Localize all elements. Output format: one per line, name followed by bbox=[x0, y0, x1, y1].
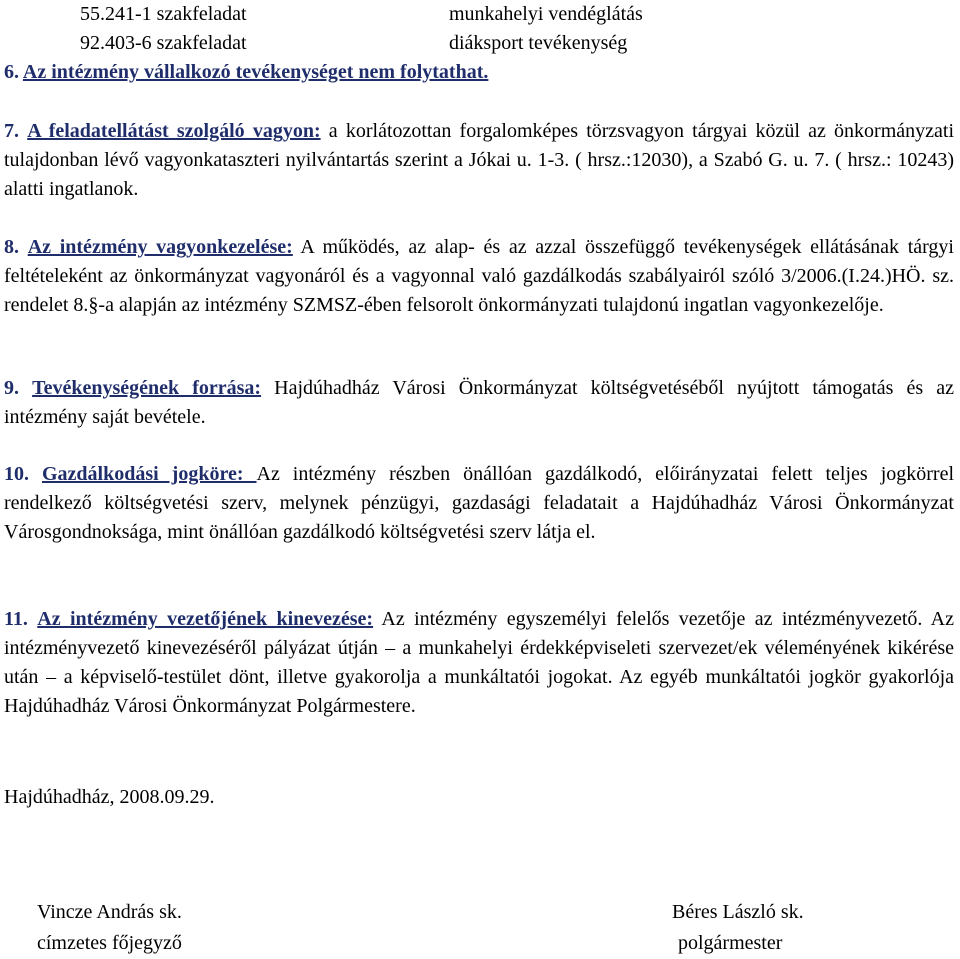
signature-left bbox=[37, 897, 182, 959]
signatory-title: polgármester bbox=[678, 932, 783, 954]
signatory-name: Béres László sk. bbox=[672, 901, 804, 923]
section-heading: Tevékenységének forrása: bbox=[32, 377, 262, 399]
task-name: diáksport tevékenység bbox=[449, 32, 628, 54]
signatory-title: címzetes főjegyző bbox=[37, 932, 182, 954]
section-heading: A feladatellátást szolgáló vagyon: bbox=[27, 120, 321, 142]
task-code: 55.241-1 szakfeladat bbox=[80, 3, 247, 25]
section-7 bbox=[4, 117, 954, 204]
section-9 bbox=[4, 374, 954, 432]
section-body: Az intézmény egyszemélyi felelős vezetője az intézményvezető. Az intézményvezető kinevezéséről pályázat útján – a munkahelyi érdekképviseleti szervezet/ek véleményének kikérése után – a képviselő-testület dönt, illetve gyakorolja a munkáltatói jogokat. Az egyéb munkáltatói jogkör gyakorlója Hajdúhadház Városi Önkormányzat Polgármestere. bbox=[4, 608, 955, 717]
task-name: munkahelyi vendéglátás bbox=[449, 3, 643, 25]
section-number: 9. bbox=[4, 377, 19, 399]
section-number: 10. bbox=[4, 463, 29, 485]
task-code: 92.403-6 szakfeladat bbox=[80, 32, 247, 54]
signature-right bbox=[672, 897, 804, 959]
section-number: 8. bbox=[4, 236, 19, 258]
signatory-name: Vincze András sk. bbox=[37, 901, 182, 923]
section-body: a korlátozottan forgalomképes törzsvagyon tárgyai közül az önkormányzati tulajdonban lévő vagyonkataszteri nyilvántartás szerint a Jókai u. 1-3. ( hrsz.:12030), a Szabó G. u. 7. ( hrsz.: 10243) alatti ingatlanok. bbox=[4, 120, 955, 200]
section-10 bbox=[4, 460, 954, 547]
section-heading: Az intézmény vezetőjének kinevezése: bbox=[37, 608, 374, 630]
section-heading: Az intézmény vagyonkezelése: bbox=[27, 236, 293, 258]
place-date: Hajdúhadház, 2008.09.29. bbox=[4, 786, 215, 808]
section-8 bbox=[4, 233, 954, 320]
section-6 bbox=[4, 62, 488, 82]
section-heading: Gazdálkodási jogköre: bbox=[41, 463, 257, 485]
section-body: Az intézmény részben önállóan gazdálkodó, előirányzatai felett teljes jogkörrel rendelkező költségvetési szerv, melynek pénzügyi, gazdasági feladatait a Hajdúhadház Városi Önkormányzat Városgondnoksága, mint önállóan gazdálkodó költségvetési szerv látja el. bbox=[4, 463, 954, 543]
section-body: A működés, az alap- és az azzal összefüggő tevékenységek ellátásának tárgyi feltételeként az önkormányzat vagyonáról és a vagyonnal való gazdálkodás szabályairól szóló 3/2006.(I.24.)HÖ. sz. rendelet 8.§-a alapján az intézmény SZMSZ-ében felsorolt önkormányzati tulajdonú ingatlan vagyonkezelője. bbox=[4, 236, 954, 316]
section-body: Hajdúhadház Városi Önkormányzat költségvetéséből nyújtott támogatás és az intézmény saját bevétele. bbox=[4, 377, 955, 428]
section-number: 6. bbox=[4, 61, 19, 83]
section-6-text: Az intézmény vállalkozó tevékenységet nem folytathat. bbox=[22, 61, 489, 83]
section-number: 7. bbox=[4, 120, 19, 142]
section-11 bbox=[4, 605, 954, 721]
section-number: 11. bbox=[4, 608, 28, 630]
